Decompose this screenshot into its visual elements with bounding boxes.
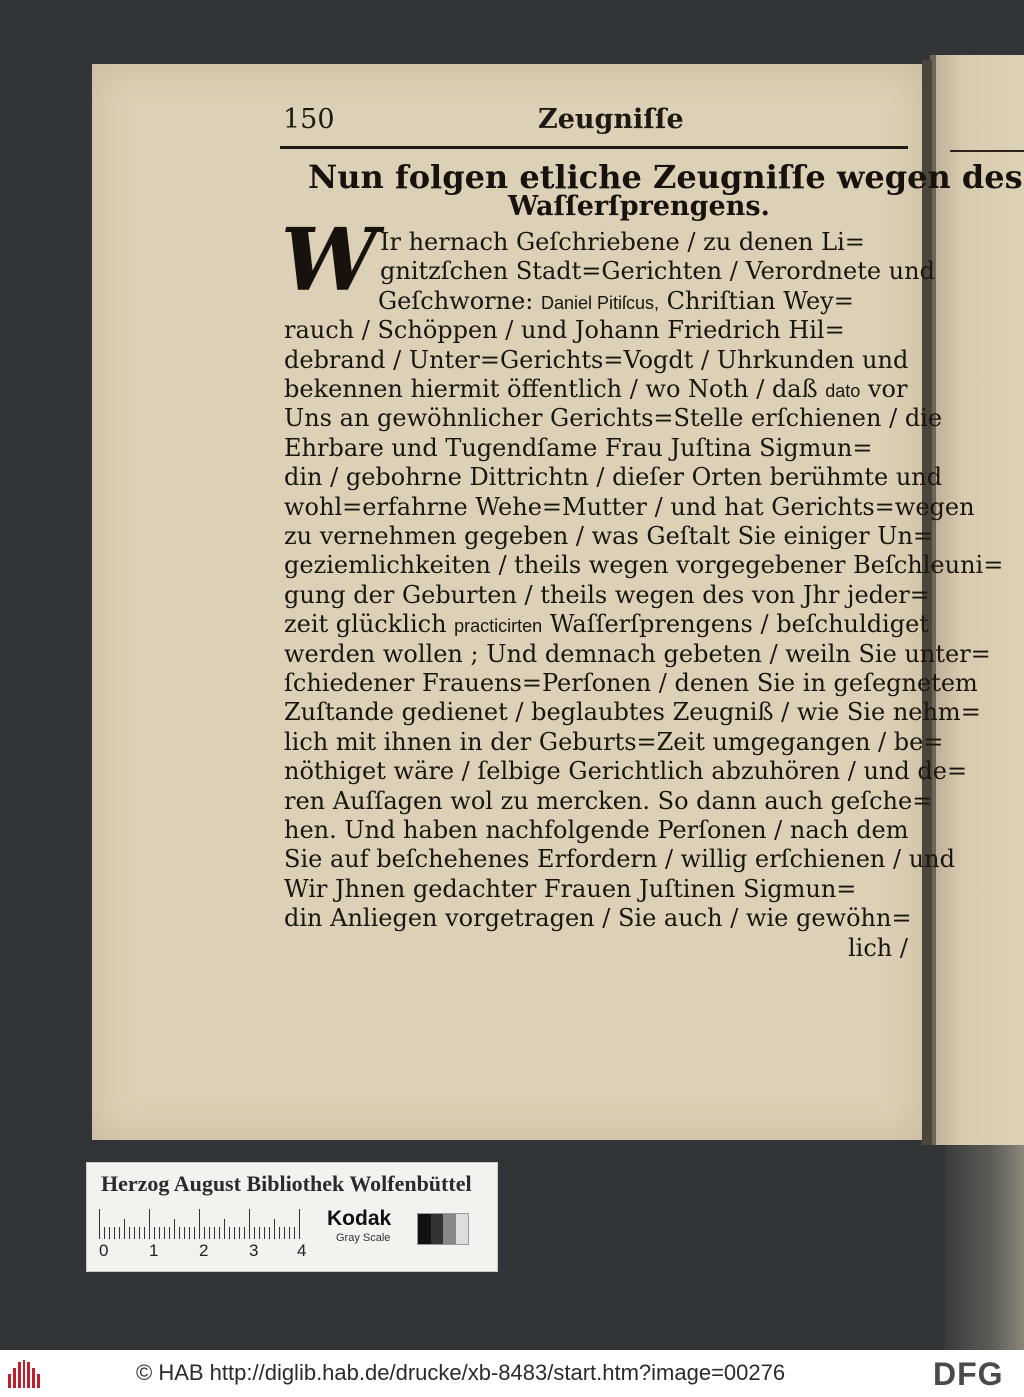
- scale-ruler: [99, 1209, 309, 1239]
- ruler-tick: [249, 1209, 250, 1239]
- body-line: [284, 904, 912, 933]
- body-line: [284, 551, 1004, 580]
- dfg-logo: DFG: [933, 1356, 1004, 1392]
- ruler-tick: [269, 1227, 270, 1239]
- text-segment: lich mit ihnen in der Geburts=Zeit umgegangen / be=: [284, 727, 944, 756]
- drop-cap: [280, 210, 378, 311]
- text-segment: wohl=erfahrne Wehe=Mutter / und hat Gerichts=wegen: [284, 492, 975, 521]
- body-line: [284, 671, 978, 695]
- ruler-tick: [219, 1227, 220, 1239]
- section-title-line-1: Nun folgen etliche Zeugniſſe wegen des: [308, 158, 1023, 196]
- body-line: [284, 404, 943, 433]
- text-segment: Uns an gewöhnlicher Gerichts=Stelle erſchienen / die: [284, 404, 943, 433]
- text-segment: din / gebohrne Dittrichtn / dieſer Orten berühmte und: [284, 463, 943, 492]
- institution-name: Herzog August Bibliothek Wolfenbüttel: [101, 1171, 472, 1196]
- ruler-tick: [144, 1227, 145, 1239]
- body-line: [284, 524, 933, 548]
- header-rule: [280, 146, 908, 149]
- body-line: [284, 727, 944, 756]
- hab-logo-icon: [8, 1360, 40, 1388]
- ruler-tick: [199, 1209, 200, 1239]
- ruler-tick: [254, 1227, 255, 1239]
- text-segment: ren Auſſagen wol zu mercken. So dann auch geſche=: [284, 786, 933, 815]
- text-segment: din Anliegen vorgetragen / Sie auch / wie gewöhn=: [284, 904, 912, 933]
- scale-number: 2: [199, 1241, 209, 1260]
- page-number: 150: [283, 104, 335, 135]
- kodak-subtitle: Gray Scale: [336, 1232, 391, 1244]
- text-segment: zeit glücklich: [284, 610, 455, 639]
- body-line: [380, 230, 865, 254]
- ruler-tick: [224, 1219, 225, 1239]
- section-title-line-2: Waſſerſprengens.: [508, 191, 770, 222]
- ruler-tick: [284, 1227, 285, 1239]
- ruler-tick: [109, 1227, 110, 1239]
- ruler-tick: [149, 1209, 150, 1239]
- ruler-tick: [104, 1227, 105, 1239]
- text-segment: Daniel Pitiſcus,: [541, 292, 660, 313]
- text-segment: lich /: [848, 933, 908, 962]
- ruler-tick: [134, 1227, 135, 1239]
- scale-number: 0: [99, 1241, 109, 1260]
- text-segment: gung der Geburten / theils wegen des von Jhr jeder=: [284, 580, 930, 609]
- footer-bar: [0, 1350, 1024, 1397]
- text-segment: rauch / Schöppen / und Johann Friedrich Hil=: [284, 316, 845, 345]
- body-line: [284, 698, 981, 727]
- text-segment: Zuſtande gedienet / beglaubtes Zeugniß / wie Sie nehm=: [284, 698, 981, 727]
- ruler-tick: [289, 1227, 290, 1239]
- text-segment: werden wollen ; Und demnach gebeten / weiln Sie unter=: [284, 639, 991, 668]
- ruler-tick: [214, 1227, 215, 1239]
- scale-number: 3: [249, 1241, 259, 1260]
- body-line: [378, 286, 854, 315]
- ruler-tick: [99, 1209, 100, 1239]
- ruler-tick: [294, 1227, 295, 1239]
- body-line: [284, 874, 857, 903]
- body-line: [284, 639, 991, 668]
- text-segment: gnitzſchen Stadt=Gerichten / Verordnete und: [380, 257, 935, 286]
- ruler-tick: [129, 1227, 130, 1239]
- ruler-tick: [274, 1219, 275, 1239]
- text-segment: hen. Und haben nachfolgende Perſonen / nach dem: [284, 816, 909, 844]
- text-segment: bekennen hiermit öffentlich / wo Noth / daß: [284, 375, 826, 403]
- running-head: Zeugniſſe: [538, 104, 684, 135]
- body-line: [284, 316, 845, 345]
- ruler-tick: [124, 1219, 125, 1239]
- ruler-tick: [239, 1227, 240, 1239]
- ruler-tick: [194, 1227, 195, 1239]
- body-line: [284, 377, 907, 401]
- body-line: [284, 345, 909, 374]
- text-segment: Sie auf beſchehenes Erfordern / willig erſchienen / und: [284, 845, 955, 874]
- body-line: [284, 786, 933, 815]
- ruler-tick: [244, 1227, 245, 1239]
- scale-number: 1: [149, 1241, 159, 1260]
- ruler-tick: [279, 1227, 280, 1239]
- ruler-tick: [159, 1227, 160, 1239]
- text-segment: practicirten: [454, 616, 543, 637]
- body-line: [284, 845, 955, 874]
- ruler-tick: [209, 1227, 210, 1239]
- ruler-tick: [299, 1209, 300, 1239]
- text-segment: debrand / Unter=Gerichts=Vogdt / Uhrkunden und: [284, 345, 909, 374]
- text-segment: vor: [860, 375, 908, 403]
- text-segment: nöthiget wäre / ſelbige Gerichtlich abzuhören / und de=: [284, 757, 968, 786]
- next-page-lower: [945, 1145, 1024, 1350]
- body-line: [380, 257, 935, 286]
- text-segment: zu vernehmen gegeben / was Geſtalt Sie einiger Un=: [284, 522, 934, 550]
- text-segment: Waſſerſprengens / beſchuldiget: [542, 610, 929, 639]
- ruler-tick: [174, 1219, 175, 1239]
- ruler-tick: [169, 1227, 170, 1239]
- body-line: [284, 818, 909, 842]
- ruler-tick: [264, 1227, 265, 1239]
- text-segment: dato: [825, 381, 861, 401]
- kodak-logo: Kodak: [327, 1207, 392, 1230]
- ruler-tick: [114, 1227, 115, 1239]
- text-segment: geziemlichkeiten / theils wegen vorgegebener Beſchleuni=: [284, 551, 1004, 580]
- body-line: [284, 610, 929, 639]
- body-line: [848, 933, 908, 962]
- body-line: [284, 492, 975, 521]
- ruler-tick: [179, 1227, 180, 1239]
- body-line: [284, 433, 873, 462]
- text-segment: Wir Jhnen gedachter Frauen Juſtinen Sigmun=: [284, 874, 857, 903]
- ruler-tick: [259, 1227, 260, 1239]
- ruler-tick: [234, 1227, 235, 1239]
- ruler-tick: [139, 1227, 140, 1239]
- ruler-tick: [204, 1227, 205, 1239]
- text-segment: ſchiedener Frauens=Perſonen / denen Sie in geſegnetem: [284, 669, 978, 697]
- ruler-tick: [184, 1227, 185, 1239]
- ruler-tick: [164, 1227, 165, 1239]
- drop-cap-letter: W: [280, 210, 378, 311]
- body-line: [284, 757, 968, 786]
- next-page-edge: [930, 55, 1024, 1145]
- text-segment: Ehrbare und Tugendſame Frau Juſtina Sigmun=: [284, 433, 873, 462]
- ruler-tick: [229, 1227, 230, 1239]
- scale-number: 4: [297, 1241, 307, 1260]
- body-line: [284, 580, 930, 609]
- text-segment: Geſchworne:: [378, 286, 541, 315]
- institution-label: [86, 1162, 498, 1272]
- text-segment: Chriſtian Wey=: [659, 286, 854, 315]
- text-segment: Ir hernach Geſchriebene / zu denen Li=: [380, 228, 865, 256]
- ruler-tick: [189, 1227, 190, 1239]
- ruler-tick: [119, 1227, 120, 1239]
- gray-swatches: [417, 1213, 469, 1245]
- body-line: [284, 463, 943, 492]
- ruler-tick: [154, 1227, 155, 1239]
- footer-credit-link[interactable]: © HAB http://diglib.hab.de/drucke/xb-8483/start.htm?image=00276: [136, 1360, 786, 1385]
